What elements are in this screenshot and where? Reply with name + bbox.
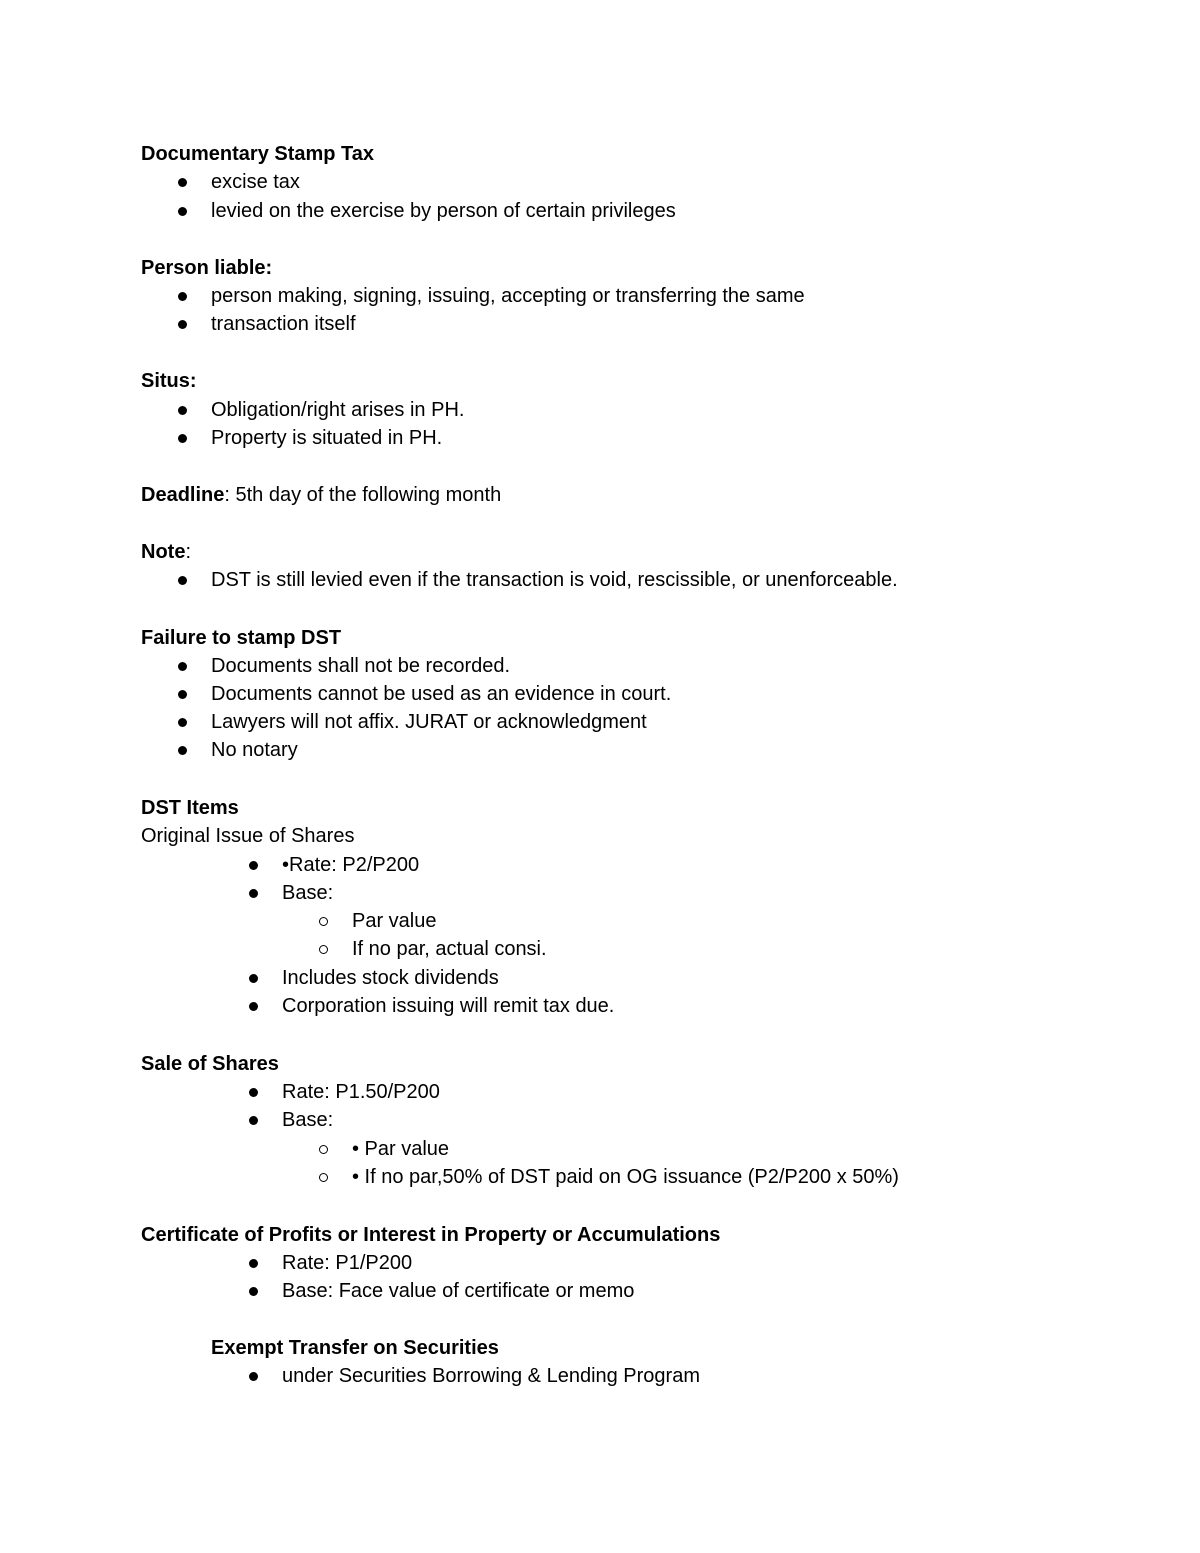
- hollow-bullet-icon: [319, 917, 328, 926]
- list-item: Obligation/right arises in PH.: [211, 399, 465, 421]
- hollow-bullet-icon: [319, 945, 328, 954]
- list-item: Documents shall not be recorded.: [211, 655, 511, 677]
- list-item: transaction itself: [211, 313, 356, 335]
- deadline-label: Deadline: [141, 484, 225, 506]
- list-item: excise tax: [211, 171, 300, 193]
- bullet-icon: [178, 434, 187, 443]
- list-item: Base: Face value of certificate or memo: [282, 1280, 635, 1302]
- bullet-icon: [178, 576, 187, 585]
- hollow-bullet-icon: [319, 1173, 328, 1182]
- section-heading-dst: Documentary Stamp Tax: [141, 143, 375, 165]
- bullet-icon: [178, 746, 187, 755]
- section-heading-failure: Failure to stamp DST: [141, 627, 342, 649]
- bullet-icon: [178, 690, 187, 699]
- subheading-original-issue: Original Issue of Shares: [141, 825, 355, 847]
- section-heading-dst-items: DST Items: [141, 797, 239, 819]
- list-item: Rate: P1/P200: [282, 1252, 413, 1274]
- section-heading-person-liable: Person liable:: [141, 257, 273, 279]
- list-item: Corporation issuing will remit tax due.: [282, 995, 615, 1017]
- bullet-icon: [178, 292, 187, 301]
- hollow-bullet-icon: [319, 1145, 328, 1154]
- list-item: DST is still levied even if the transaction is void, rescissible, or unenforceable.: [211, 569, 898, 591]
- bullet-icon: [178, 718, 187, 727]
- sub-list-item: If no par, actual consi.: [352, 938, 547, 960]
- bullet-icon: [178, 178, 187, 187]
- note-line: [141, 538, 191, 566]
- bullet-icon: [249, 1372, 258, 1381]
- bullet-icon: [249, 1088, 258, 1097]
- list-item: Documents cannot be used as an evidence in court.: [211, 683, 672, 705]
- list-item: under Securities Borrowing & Lending Program: [282, 1365, 700, 1387]
- list-item: No notary: [211, 739, 298, 761]
- note-colon: :: [185, 541, 192, 563]
- bullet-icon: [249, 1259, 258, 1268]
- list-item: Rate: P1.50/P200: [282, 1081, 440, 1103]
- list-item: Base:: [282, 882, 334, 904]
- sub-list-item: • If no par,50% of DST paid on OG issuance (P2/P200 x 50%): [352, 1166, 899, 1188]
- list-item: Property is situated in PH.: [211, 427, 443, 449]
- bullet-icon: [249, 974, 258, 983]
- sub-list-item: • Par value: [352, 1138, 450, 1160]
- list-item: Includes stock dividends: [282, 967, 499, 989]
- deadline-line: [141, 481, 501, 509]
- section-heading-situs: Situs:: [141, 370, 197, 392]
- bullet-icon: [249, 1116, 258, 1125]
- sub-list-item: Par value: [352, 910, 437, 932]
- bullet-icon: [249, 889, 258, 898]
- deadline-text: : 5th day of the following month: [224, 484, 502, 506]
- note-label: Note: [141, 541, 186, 563]
- section-heading-certificate: Certificate of Profits or Interest in Property or Accumulations: [141, 1224, 721, 1246]
- bullet-icon: [178, 662, 187, 671]
- bullet-icon: [178, 320, 187, 329]
- section-heading-sale-of-shares: Sale of Shares: [141, 1053, 279, 1075]
- list-item: levied on the exercise by person of certain privileges: [211, 200, 676, 222]
- bullet-icon: [249, 1287, 258, 1296]
- bullet-icon: [249, 1002, 258, 1011]
- bullet-icon: [249, 861, 258, 870]
- list-item: •Rate: P2/P200: [282, 854, 420, 876]
- bullet-icon: [178, 406, 187, 415]
- list-item: Lawyers will not affix. JURAT or acknowledgment: [211, 711, 647, 733]
- list-item: person making, signing, issuing, accepting or transferring the same: [211, 285, 805, 307]
- section-heading-exempt-transfer: Exempt Transfer on Securities: [211, 1337, 499, 1359]
- bullet-icon: [178, 207, 187, 216]
- list-item: Base:: [282, 1109, 334, 1131]
